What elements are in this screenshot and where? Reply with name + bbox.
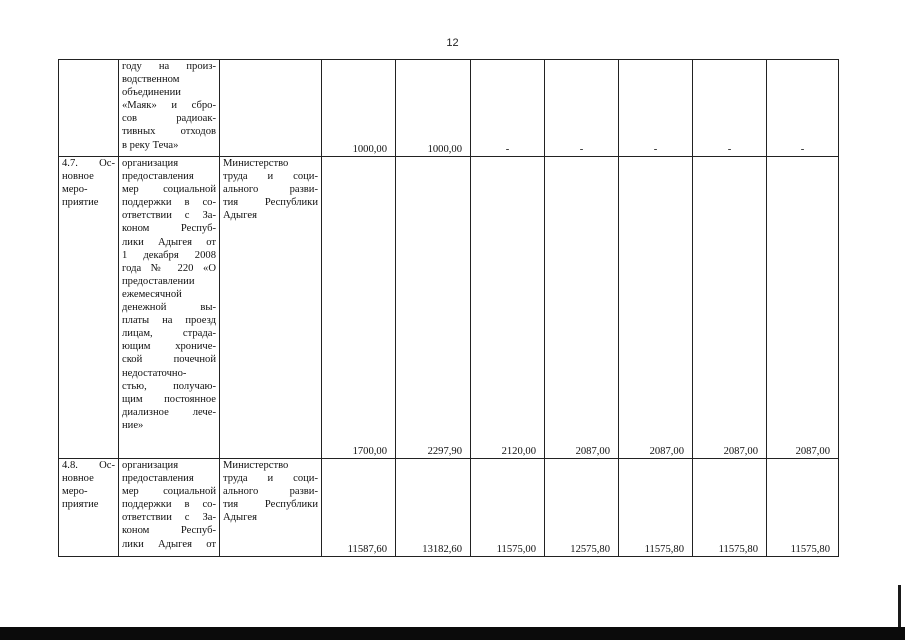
funding-value-cell: 2087,00 bbox=[619, 157, 693, 459]
measure-description-cell-line: года № 220 «О bbox=[122, 262, 216, 274]
funding-value-cell: 2087,00 bbox=[545, 157, 619, 459]
funding-value-cell: - bbox=[767, 60, 839, 157]
measure-description-cell-line: тивных отходов bbox=[122, 126, 216, 138]
item-number-cell-line: 4.7. Ос- bbox=[62, 158, 115, 169]
measure-description-cell-line: водственном bbox=[122, 74, 180, 86]
measure-description-cell-line: в реку Теча» bbox=[122, 139, 179, 151]
funding-value-cell: - bbox=[619, 60, 693, 157]
measure-description-cell-line: коном Респуб- bbox=[122, 525, 216, 537]
item-number-cell bbox=[59, 157, 119, 459]
measure-description-cell-line: денежной вы- bbox=[122, 302, 216, 314]
measure-description-cell-line: организация bbox=[122, 460, 179, 471]
measure-description-cell-line: поддержки в со- bbox=[122, 197, 216, 209]
scan-edge-mark bbox=[898, 585, 901, 627]
item-number-cell-line: меро- bbox=[62, 486, 88, 498]
item-number-cell-line: новное bbox=[62, 171, 94, 183]
executor-cell bbox=[220, 157, 322, 459]
measure-description-cell-line: сов радиоак- bbox=[122, 113, 216, 125]
measure-description-cell-line: ежемесячной bbox=[122, 288, 182, 300]
measure-description-cell-line: предоставлении bbox=[122, 275, 195, 287]
funding-value-cell: - bbox=[471, 60, 545, 157]
item-number-cell bbox=[59, 60, 119, 157]
measure-description-cell bbox=[119, 157, 220, 459]
measure-description-cell-line: ющим хрониче- bbox=[122, 341, 216, 353]
measure-description-cell-line: году на произ- bbox=[122, 61, 216, 72]
executor-cell-line: Министерство bbox=[223, 460, 289, 471]
measure-description-cell-line: 1 декабря 2008 bbox=[122, 249, 216, 261]
executor-cell-line: труда и соци- bbox=[223, 171, 318, 183]
executor-cell-line: Адыгея bbox=[223, 210, 257, 222]
item-number-cell-line: новное bbox=[62, 473, 94, 485]
budget-table bbox=[58, 59, 839, 557]
measure-description-cell-line: ответствии с За- bbox=[122, 512, 216, 524]
funding-value-cell: 11575,80 bbox=[619, 459, 693, 557]
executor-cell-line: тия Республики bbox=[223, 499, 318, 511]
funding-value-cell: 12575,80 bbox=[545, 459, 619, 557]
item-number-cell-line: приятие bbox=[62, 499, 99, 511]
executor-cell-line: ального разви- bbox=[223, 486, 318, 498]
funding-value-cell: 11575,80 bbox=[693, 459, 767, 557]
funding-value-cell: - bbox=[693, 60, 767, 157]
executor-cell-line: Адыгея bbox=[223, 512, 257, 524]
table-row bbox=[59, 459, 839, 557]
item-number-cell-line: приятие bbox=[62, 197, 99, 209]
table-row bbox=[59, 60, 839, 157]
table-row bbox=[59, 157, 839, 459]
measure-description-cell-line: мер социальной bbox=[122, 184, 216, 196]
measure-description-cell-line: мер социальной bbox=[122, 486, 216, 498]
measure-description-cell-line: лики Адыгея от bbox=[122, 538, 216, 550]
measure-description-cell-line: ответствии с За- bbox=[122, 210, 216, 222]
funding-value-cell: 11587,60 bbox=[322, 459, 396, 557]
measure-description-cell-line: щим постоянное bbox=[122, 393, 216, 405]
measure-description-cell-line: недостаточно- bbox=[122, 367, 187, 379]
item-number-cell-line: 4.8. Ос- bbox=[62, 460, 115, 471]
measure-description-cell-line: коном Респуб- bbox=[122, 223, 216, 235]
measure-description-cell-line: ской почечной bbox=[122, 354, 216, 366]
executor-cell-line: ального разви- bbox=[223, 184, 318, 196]
funding-value-cell: 1000,00 bbox=[396, 60, 471, 157]
item-number-cell-line: меро- bbox=[62, 184, 88, 196]
funding-value-cell: 13182,60 bbox=[396, 459, 471, 557]
item-number-cell bbox=[59, 459, 119, 557]
measure-description-cell-line: поддержки в со- bbox=[122, 499, 216, 511]
measure-description-cell-line: организация bbox=[122, 158, 179, 169]
measure-description-cell bbox=[119, 459, 220, 557]
funding-value-cell: 2120,00 bbox=[471, 157, 545, 459]
funding-value-cell: 1000,00 bbox=[322, 60, 396, 157]
executor-cell-line: Министерство bbox=[223, 158, 289, 169]
measure-description-cell-line: стью, получаю- bbox=[122, 380, 216, 392]
measure-description-cell-line: лицам, страда- bbox=[122, 328, 216, 340]
measure-description-cell-line: объединении bbox=[122, 87, 181, 99]
measure-description-cell-line: предоставления bbox=[122, 171, 194, 183]
scan-bottom-border bbox=[0, 627, 905, 640]
measure-description-cell-line: лики Адыгея от bbox=[122, 236, 216, 248]
measure-description-cell-line: предоставления bbox=[122, 473, 194, 485]
funding-value-cell: 2087,00 bbox=[693, 157, 767, 459]
measure-description-cell-line: ние» bbox=[122, 419, 144, 431]
funding-value-cell: 11575,00 bbox=[471, 459, 545, 557]
executor-cell-line: труда и соци- bbox=[223, 473, 318, 485]
page-number: 12 bbox=[446, 37, 459, 49]
measure-description-cell-line: диализное лече- bbox=[122, 406, 216, 418]
executor-cell bbox=[220, 459, 322, 557]
measure-description-cell-line: «Маяк» и сбро- bbox=[122, 100, 216, 112]
funding-value-cell: 2087,00 bbox=[767, 157, 839, 459]
funding-value-cell: 11575,80 bbox=[767, 459, 839, 557]
funding-value-cell: - bbox=[545, 60, 619, 157]
measure-description-cell-line: платы на проезд bbox=[122, 315, 216, 327]
funding-value-cell: 2297,90 bbox=[396, 157, 471, 459]
executor-cell-line: тия Республики bbox=[223, 197, 318, 209]
measure-description-cell bbox=[119, 60, 220, 157]
executor-cell bbox=[220, 60, 322, 157]
funding-value-cell: 1700,00 bbox=[322, 157, 396, 459]
